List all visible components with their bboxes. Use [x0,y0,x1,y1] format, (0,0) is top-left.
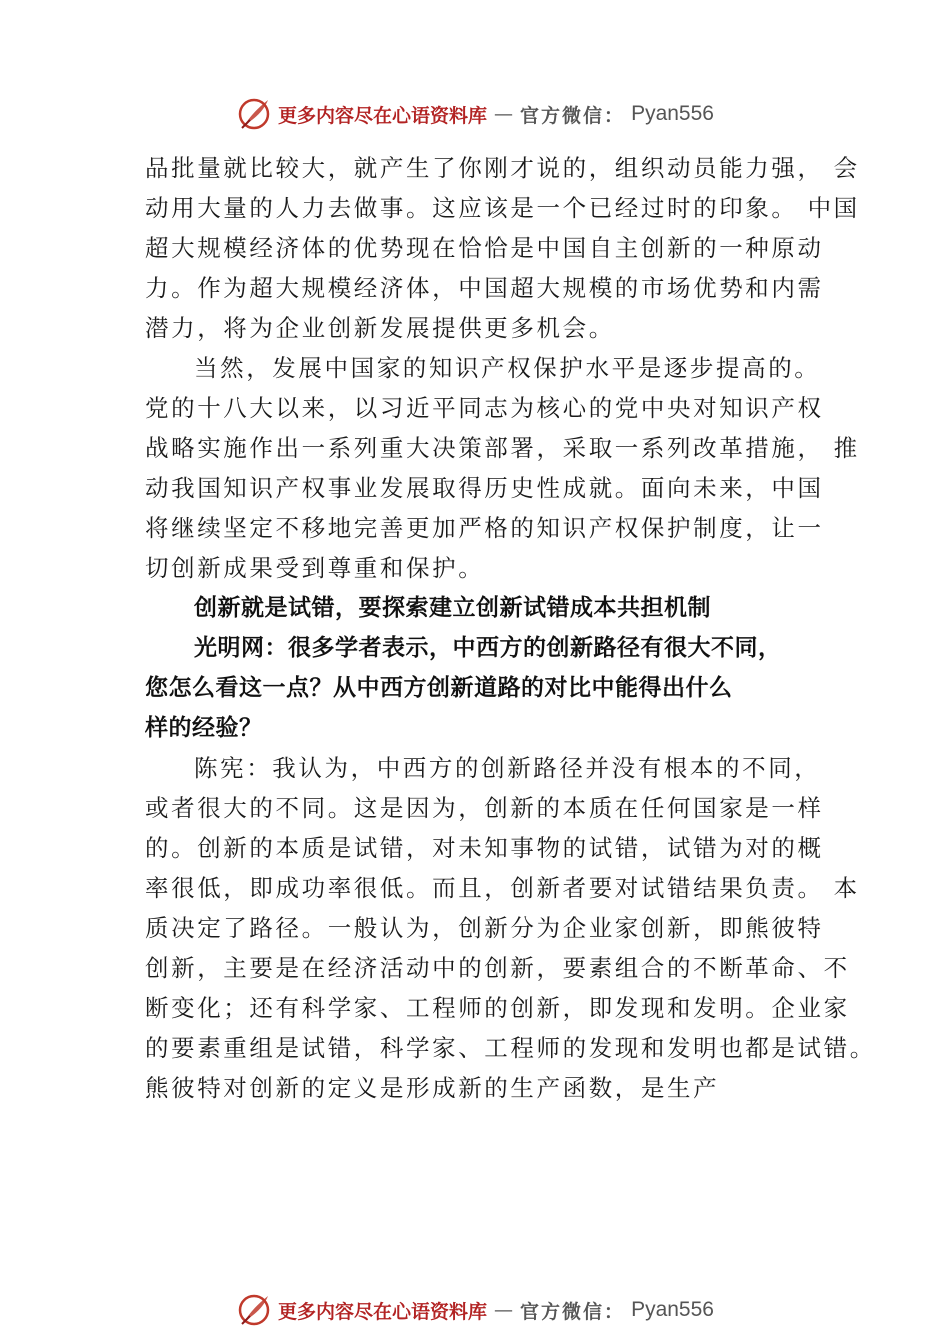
text-line: 切创新成果受到尊重和保护。 [145,554,485,582]
feather-pen-logo-icon [236,1292,272,1328]
interview-question [145,628,835,748]
watermark-text: 更多内容尽在心语资料库 [278,1300,488,1323]
header-watermark [0,94,950,134]
watermark-wechat-id: Pyan556 [631,1298,714,1321]
footer-watermark [0,1290,950,1330]
text-line: 战略实施作出一系列重大决策部署，采取一系列改革措施， 推 [145,434,860,462]
text-line: 率很低，即成功率很低。而且，创新者要对试错结果负责。 本 [145,874,860,902]
text-line: 当然，发展中国家的知识产权保护水平是逐步提高的。 [194,354,821,382]
question-line: 样的经验？ [145,715,263,741]
text-line: 动用大量的人力去做事。这应该是一个已经过时的印象。 中国 [145,194,860,222]
text-line: 熊彼特对创新的定义是形成新的生产函数，是生产 [145,1074,720,1102]
question-line: 您怎么看这一点？从中西方创新道路的对比中能得出什么 [145,675,733,701]
question-line: 光明网：很多学者表示，中西方的创新路径有很大不同， [194,635,782,661]
watermark-text: 更多内容尽在心语资料库 [278,104,488,127]
watermark-label: 官方微信： [520,1300,626,1323]
document-body [145,148,876,1108]
text-line: 的。创新的本质是试错，对未知事物的试错，试错为对的概 [145,834,824,862]
text-line: 断变化；还有科学家、工程师的创新，即发现和发明。企业家 [145,994,850,1022]
text-line: 潜力，将为企业创新发展提供更多机会。 [145,314,615,342]
text-line: 的要素重组是试错，科学家、工程师的发现和发明也都是试错。 [145,1034,876,1062]
paragraph-3 [145,748,876,1108]
text-line: 或者很大的不同。这是因为，创新的本质在任何国家是一样 [145,794,824,822]
watermark-label: 官方微信： [520,104,626,127]
text-line: 陈宪：我认为，中西方的创新路径并没有根本的不同， [194,754,821,782]
text-line: 动我国知识产权事业发展取得历史性成就。面向未来，中国 [145,474,824,502]
text-line: 超大规模经济体的优势现在恰恰是中国自主创新的一种原动 [145,234,824,262]
watermark-separator: — [494,103,514,125]
watermark-separator: — [494,1299,514,1321]
watermark-wechat-id: Pyan556 [631,102,714,125]
text-line: 力。作为超大规模经济体，中国超大规模的市场优势和内需 [145,274,824,302]
feather-pen-logo-icon [236,96,272,132]
text-line: 党的十八大以来，以习近平同志为核心的党中央对知识产权 [145,394,824,422]
text-line: 品批量就比较大，就产生了你刚才说的，组织动员能力强， 会 [145,154,860,182]
section-heading: 创新就是试错，要探索建立创新试错成本共担机制 [194,595,711,621]
text-line: 创新，主要是在经济活动中的创新，要素组合的不断革命、不 [145,954,850,982]
text-line: 将继续坚定不移地完善更加严格的知识产权保护制度，让一 [145,514,824,542]
paragraph-1 [145,148,860,348]
text-line: 质决定了路径。一般认为，创新分为企业家创新，即熊彼特 [145,914,824,942]
paragraph-2 [145,348,860,588]
